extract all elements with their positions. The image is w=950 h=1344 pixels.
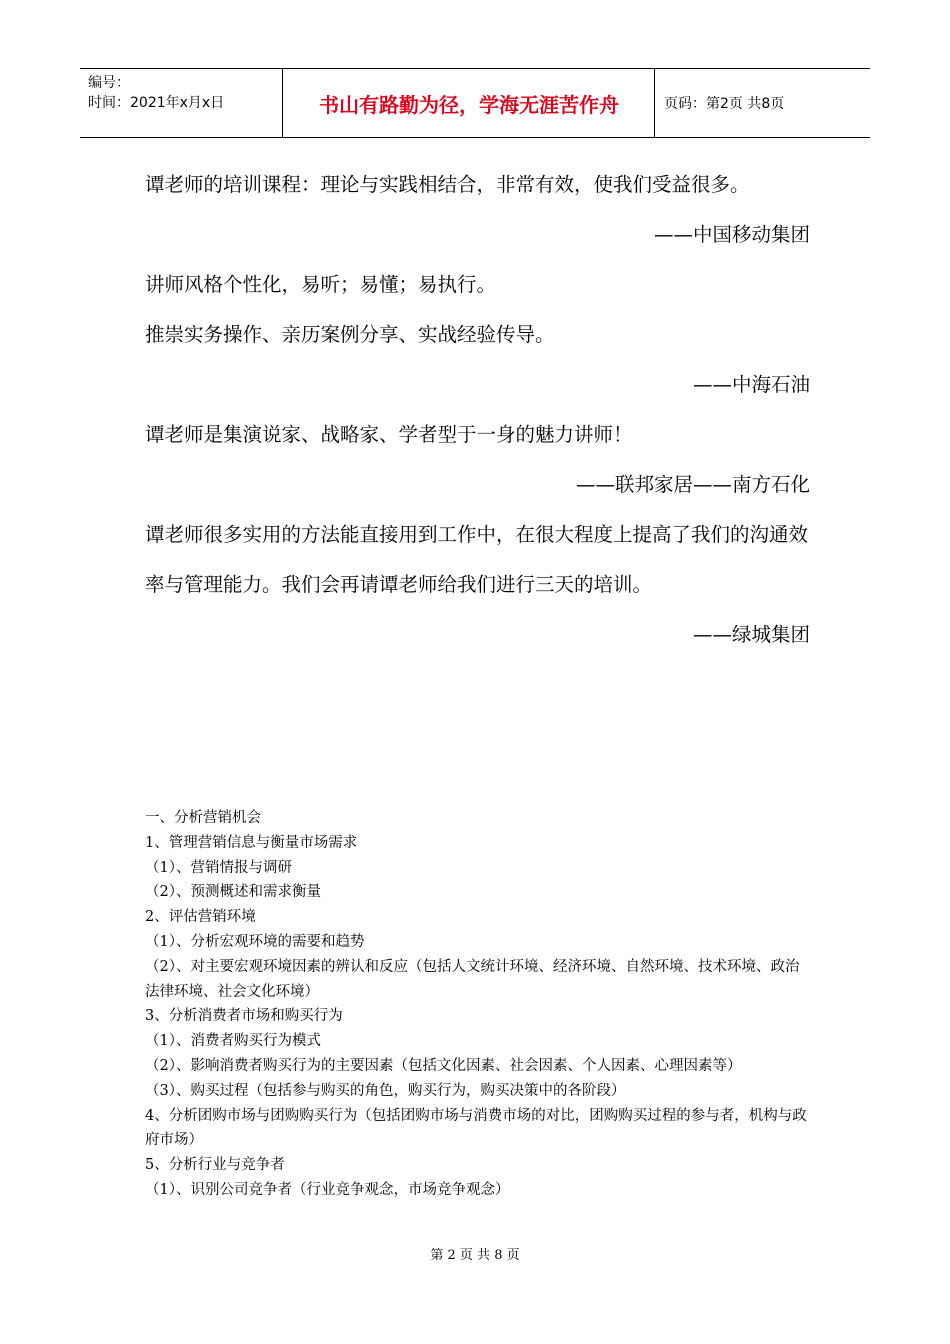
page-footer: 第 2 页 共 8 页 [430,1248,520,1263]
outline-item: （2）、影响消费者购买行为的主要因素（包括文化因素、社会因素、个人因素、心理因素等） [145,1057,742,1074]
outline-item: （3）、购买过程（包括参与购买的角色，购买行为，购买决策中的各阶段） [145,1082,626,1099]
testimonial-source: ——联邦家居——南方石化 [575,473,810,496]
document-date: 时间：2021年x月x日 [88,95,225,111]
course-outline [145,806,810,1203]
testimonial-text: 推崇实务操作、亲历案例分享、实战经验传导。 [145,323,555,346]
header-page-info: 页码：第2页 共8页 [664,96,785,112]
outline-item: 5、分析行业与竞争者 [145,1157,285,1174]
testimonial-text: 谭老师是集演说家、战略家、学者型于一身的魅力讲师！ [145,423,633,446]
testimonial-source: ——中海石油 [692,373,810,396]
outline-item: （2）、对主要宏观环境因素的辨认和反应（包括人文统计环境、经济环境、自然环境、技术环境、政治法律环境、社会文化环境） [145,958,800,1000]
outline-item: （1）、消费者购买行为模式 [145,1033,321,1050]
outline-item: 3、分析消费者市场和购买行为 [145,1008,343,1025]
header-meta [88,73,224,113]
testimonials [145,160,810,660]
testimonial-text: 谭老师很多实用的方法能直接用到工作中，在很大程度上提高了我们的沟通效率与管理能力。我们会再请谭老师给我们进行三天的培训。 [145,523,809,596]
outline-item: 一、分析营销机会 [145,810,261,826]
outline-item: （1）、分析宏观环境的需要和趋势 [145,933,365,950]
testimonial-text: 讲师风格个性化，易听；易懂；易执行。 [145,273,497,296]
page-header [80,68,870,138]
outline-item: （1）、识别公司竞争者（行业竞争观念，市场竞争观念） [145,1181,510,1198]
testimonial-text: 谭老师的培训课程：理论与实践相结合，非常有效，使我们受益很多。 [145,173,750,196]
outline-item: （2）、预测概述和需求衡量 [145,884,321,901]
outline-item: 4、分析团购市场与团购购买行为（包括团购市场与消费市场的对比，团购购买过程的参与者，机构与政府市场） [145,1107,807,1149]
testimonial-source: ——中国移动集团 [653,223,810,246]
header-motto: 书山有路勤为径，学海无涯苦作舟 [319,92,619,117]
document-number: 编号： [88,75,130,91]
outline-item: （1）、营销情报与调研 [145,859,292,876]
outline-item: 1、管理营销信息与衡量市场需求 [145,834,358,851]
outline-item: 2、评估营销环境 [145,909,256,926]
testimonial-source: ——绿城集团 [692,623,810,646]
